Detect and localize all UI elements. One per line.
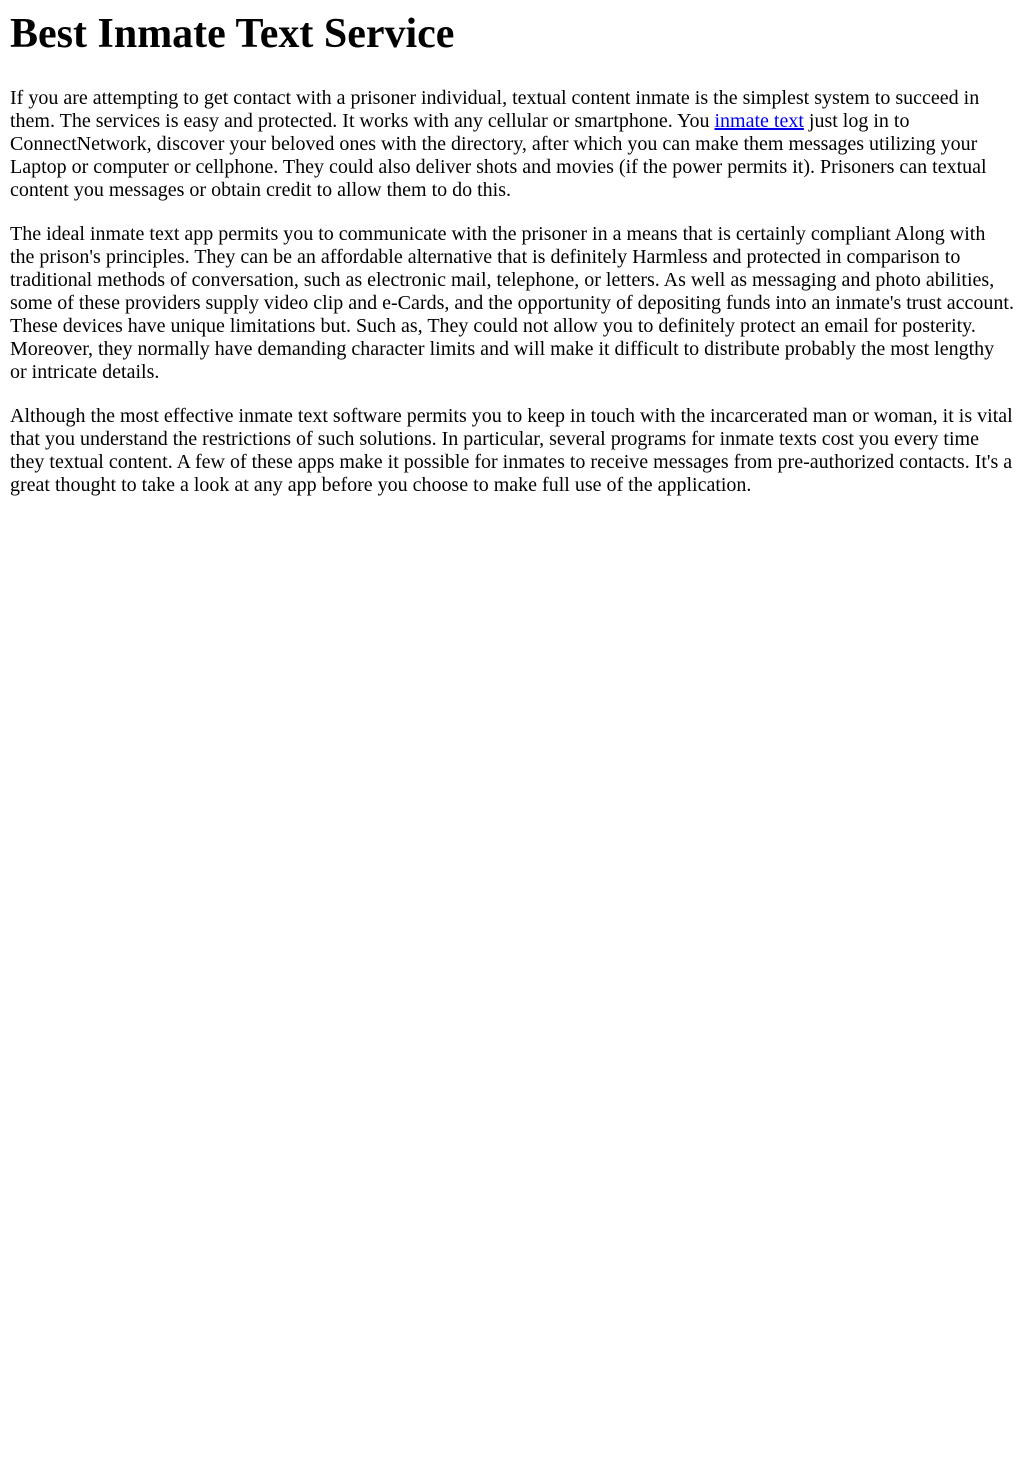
page-title: Best Inmate Text Service xyxy=(10,11,455,57)
paragraph-2: The ideal inmate text app permits you to communicate with the prisoner in a means that is certainly compliant Along with the prison's principles. They can be an affordable alternative that is definitely Harmless and protected in comparison to traditional methods of conversation, such as electronic mail, telephone, or letters. As well as messaging and photo abilities, some of these providers supply video clip and e-Cards, and the opportunity of depositing funds into an inmate's trust account. These devices have unique limitations but. Such as, They could not allow you to definitely protect an email for posterity. Moreover, they normally have demanding character limits and will make it difficult to distribute probably the most lengthy or intricate details. xyxy=(10,223,1014,383)
paragraph-1 xyxy=(10,87,1014,202)
inmate-text-link[interactable]: inmate text xyxy=(714,110,804,132)
paragraph-1-text-after-link: just log in to ConnectNetwork, discover your beloved ones with the directory, after which you can make them messages utilizing your Laptop or computer or cellphone. They could also deliver shots and movies (if the power permits it). Prisoners can textual content you messages or obtain credit to allow them to do this. xyxy=(10,110,987,201)
paragraph-3: Although the most effective inmate text software permits you to keep in touch with the incarcerated man or woman, it is vital that you understand the restrictions of such solutions. In particular, several programs for inmate texts cost you every time they textual content. A few of these apps make it possible for inmates to receive messages from pre-authorized contacts. It's a great thought to take a look at any app before you choose to make full use of the application. xyxy=(10,405,1013,496)
paragraph-1-text-before-link: If you are attempting to get contact with a prisoner individual, textual content inmate is the simplest system to succeed in them. The services is easy and protected. It works with any cellular or smartphone. You xyxy=(10,87,980,132)
